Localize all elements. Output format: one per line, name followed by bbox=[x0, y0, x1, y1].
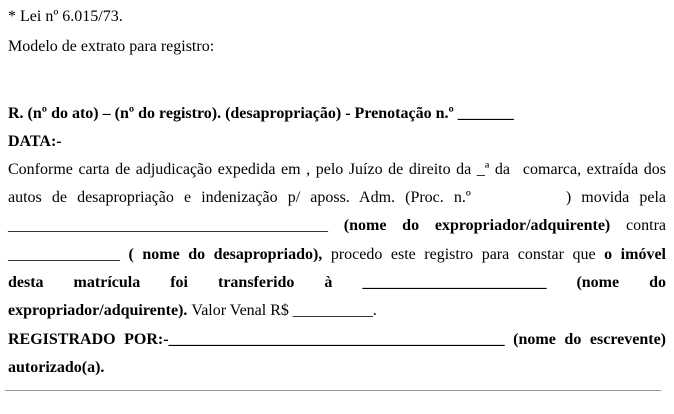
authorized-line: autorizado(a). bbox=[8, 359, 105, 376]
registered-by-line bbox=[8, 329, 666, 351]
body-line-2 bbox=[8, 187, 666, 209]
body-line-3 bbox=[8, 215, 666, 237]
body-line-5 bbox=[8, 272, 666, 294]
body-line-5-text: desta matrícula foi transferido à bbox=[8, 274, 363, 291]
bottom-rule: __________________________________________________________________________________ bbox=[5, 376, 661, 393]
record-heading: R. (nº do ato) – (nº do registro). (desapropriação) - Prenotação n.º _______ bbox=[8, 105, 514, 122]
data-label: DATA:- bbox=[8, 133, 62, 150]
property-emphasis: o imóvel bbox=[604, 246, 666, 263]
registered-by-label: REGISTRADO POR:- bbox=[8, 331, 169, 348]
blank-space bbox=[510, 173, 523, 174]
body-line-4-text: procedo este registro para constar que bbox=[330, 246, 605, 263]
law-reference: * Lei nº 6.015/73. bbox=[8, 8, 123, 25]
clerk-label: (nome do escrevente) bbox=[504, 331, 666, 348]
body-line-2-text: autos de desapropriação e indenização p/ aposs. Adm. (Proc. n.º bbox=[8, 189, 471, 206]
process-number-blank bbox=[471, 201, 566, 202]
expropriated-label: ( nome do desapropriado), bbox=[120, 246, 331, 263]
body-line-1 bbox=[8, 159, 666, 181]
expropriated-name-blank: ______________ bbox=[8, 246, 120, 263]
body-line-5-text-2: (nome do bbox=[546, 274, 667, 291]
body-line-3-text: contra bbox=[610, 217, 667, 234]
expropriator-label: (nome do expropriador/adquirente) bbox=[328, 217, 611, 234]
model-caption: Modelo de extrato para registro: bbox=[8, 38, 215, 55]
transferee-name-blank: _______________________ bbox=[362, 274, 547, 291]
adquirente-label: expropriador/adquirente). bbox=[8, 302, 192, 319]
body-line-1-text-2: comarca, extraída dos bbox=[522, 161, 666, 178]
body-line-6 bbox=[8, 300, 377, 322]
expropriator-name-blank: ________________________________________ bbox=[8, 217, 328, 234]
venal-value-text: Valor Venal R$ __________. bbox=[191, 302, 377, 319]
clerk-name-blank: __________________________________________ bbox=[168, 331, 505, 348]
body-line-1-text: Conforme carta de adjudicação expedida em , pelo Juízo de direito da _ª da bbox=[8, 161, 510, 178]
body-line-2-text-2: ) movida pela bbox=[565, 189, 666, 206]
body-line-4 bbox=[8, 244, 666, 266]
